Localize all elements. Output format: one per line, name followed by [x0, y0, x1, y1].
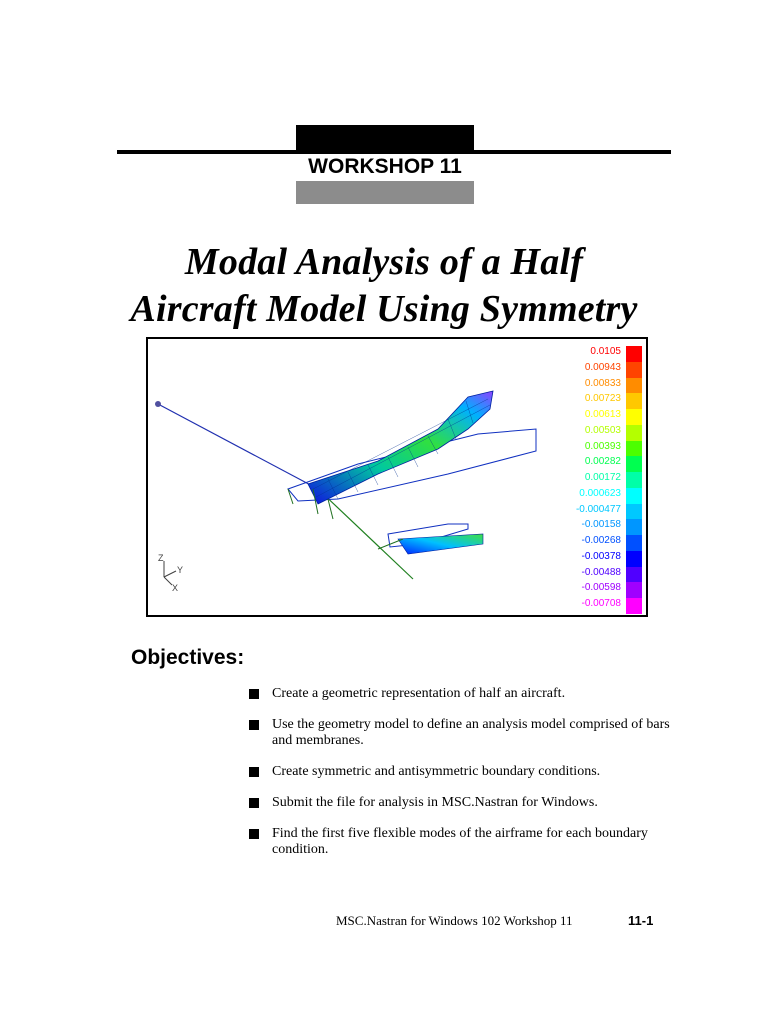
- legend-swatch: [626, 409, 642, 425]
- objective-text: Create symmetric and antisymmetric boundary conditions.: [272, 764, 601, 779]
- header-gray-bar: [296, 181, 474, 204]
- legend-swatch: [626, 393, 642, 409]
- objective-text: Find the first five flexible modes of the airframe for each boundary condition.: [272, 826, 648, 857]
- legend-swatch: [626, 425, 642, 441]
- axis-triad: [164, 561, 176, 585]
- title-line-1: Modal Analysis of a Half: [184, 241, 584, 283]
- legend-label: 0.00172: [584, 472, 621, 483]
- legend-color-bar: [626, 346, 642, 614]
- legend-swatch: [626, 346, 642, 362]
- wing-deformed-surface: [308, 391, 493, 504]
- bullet-square-icon: [249, 689, 259, 699]
- legend-swatch: [626, 598, 642, 614]
- legend-swatch: [626, 362, 642, 378]
- workshop-label: WORKSHOP 11: [308, 155, 462, 178]
- tail-surface: [398, 534, 483, 554]
- legend-swatch: [626, 582, 642, 598]
- page-number: 11-1: [628, 913, 654, 928]
- legend-label: -0.00158: [581, 519, 621, 531]
- objective-item: [246, 795, 676, 811]
- objective-item: [246, 764, 676, 780]
- bullet-square-icon: [249, 798, 259, 808]
- legend-label: -0.000477: [575, 503, 621, 515]
- legend-swatch: [626, 535, 642, 551]
- objective-item: [246, 717, 676, 749]
- legend-label: 0.000623: [579, 487, 621, 499]
- objective-item: [246, 826, 676, 858]
- legend-label: -0.00268: [581, 535, 621, 546]
- objective-text: Submit the file for analysis in MSC.Nastran for Windows.: [272, 795, 598, 810]
- legend-swatch: [626, 488, 642, 504]
- legend-swatch: [626, 456, 642, 472]
- bullet-square-icon: [249, 767, 259, 777]
- legend-swatch: [626, 378, 642, 394]
- fuselage-line-aft: [318, 489, 413, 579]
- legend-label: 0.00723: [584, 393, 621, 405]
- objectives-heading: Objectives:: [131, 646, 245, 669]
- title-line-2: Aircraft Model Using Symmetry: [130, 288, 638, 330]
- legend-label: 0.00282: [584, 456, 621, 468]
- axis-x-label: X: [172, 583, 179, 593]
- legend-swatch: [626, 504, 642, 520]
- legend-label: 0.00613: [584, 409, 621, 420]
- legend-label: -0.00598: [581, 582, 621, 594]
- objective-item: [246, 686, 676, 702]
- objective-text: Use the geometry model to define an analysis model comprised of bars and membranes.: [272, 717, 670, 748]
- legend-label: 0.00393: [584, 440, 621, 452]
- axis-z-label: Z: [158, 553, 164, 563]
- legend-swatch: [626, 551, 642, 567]
- legend-label: -0.00488: [581, 566, 621, 578]
- legend-label: 0.0105: [590, 346, 621, 357]
- bullet-square-icon: [249, 720, 259, 730]
- fringe-plot-figure: [146, 337, 648, 617]
- legend-swatch: [626, 472, 642, 488]
- legend-label: 0.00503: [584, 424, 621, 436]
- legend-label: -0.00708: [581, 598, 621, 609]
- legend-label: 0.00943: [584, 361, 621, 373]
- header-black-bar: [296, 125, 474, 151]
- legend-label: -0.00378: [581, 550, 621, 562]
- bullet-square-icon: [249, 829, 259, 839]
- legend-swatch: [626, 567, 642, 583]
- legend-labels: [541, 344, 621, 612]
- nose-node: [155, 401, 161, 407]
- objective-text: Create a geometric representation of half an aircraft.: [272, 686, 566, 701]
- objectives-list: [246, 686, 676, 873]
- legend-swatch: [626, 441, 642, 457]
- axis-y-label: Y: [177, 565, 184, 575]
- fuselage-line: [158, 404, 318, 489]
- legend-label: 0.00833: [584, 377, 621, 389]
- footer-text: MSC.Nastran for Windows 102 Workshop 11: [336, 913, 573, 928]
- legend-swatch: [626, 519, 642, 535]
- tail-stub: [378, 539, 403, 549]
